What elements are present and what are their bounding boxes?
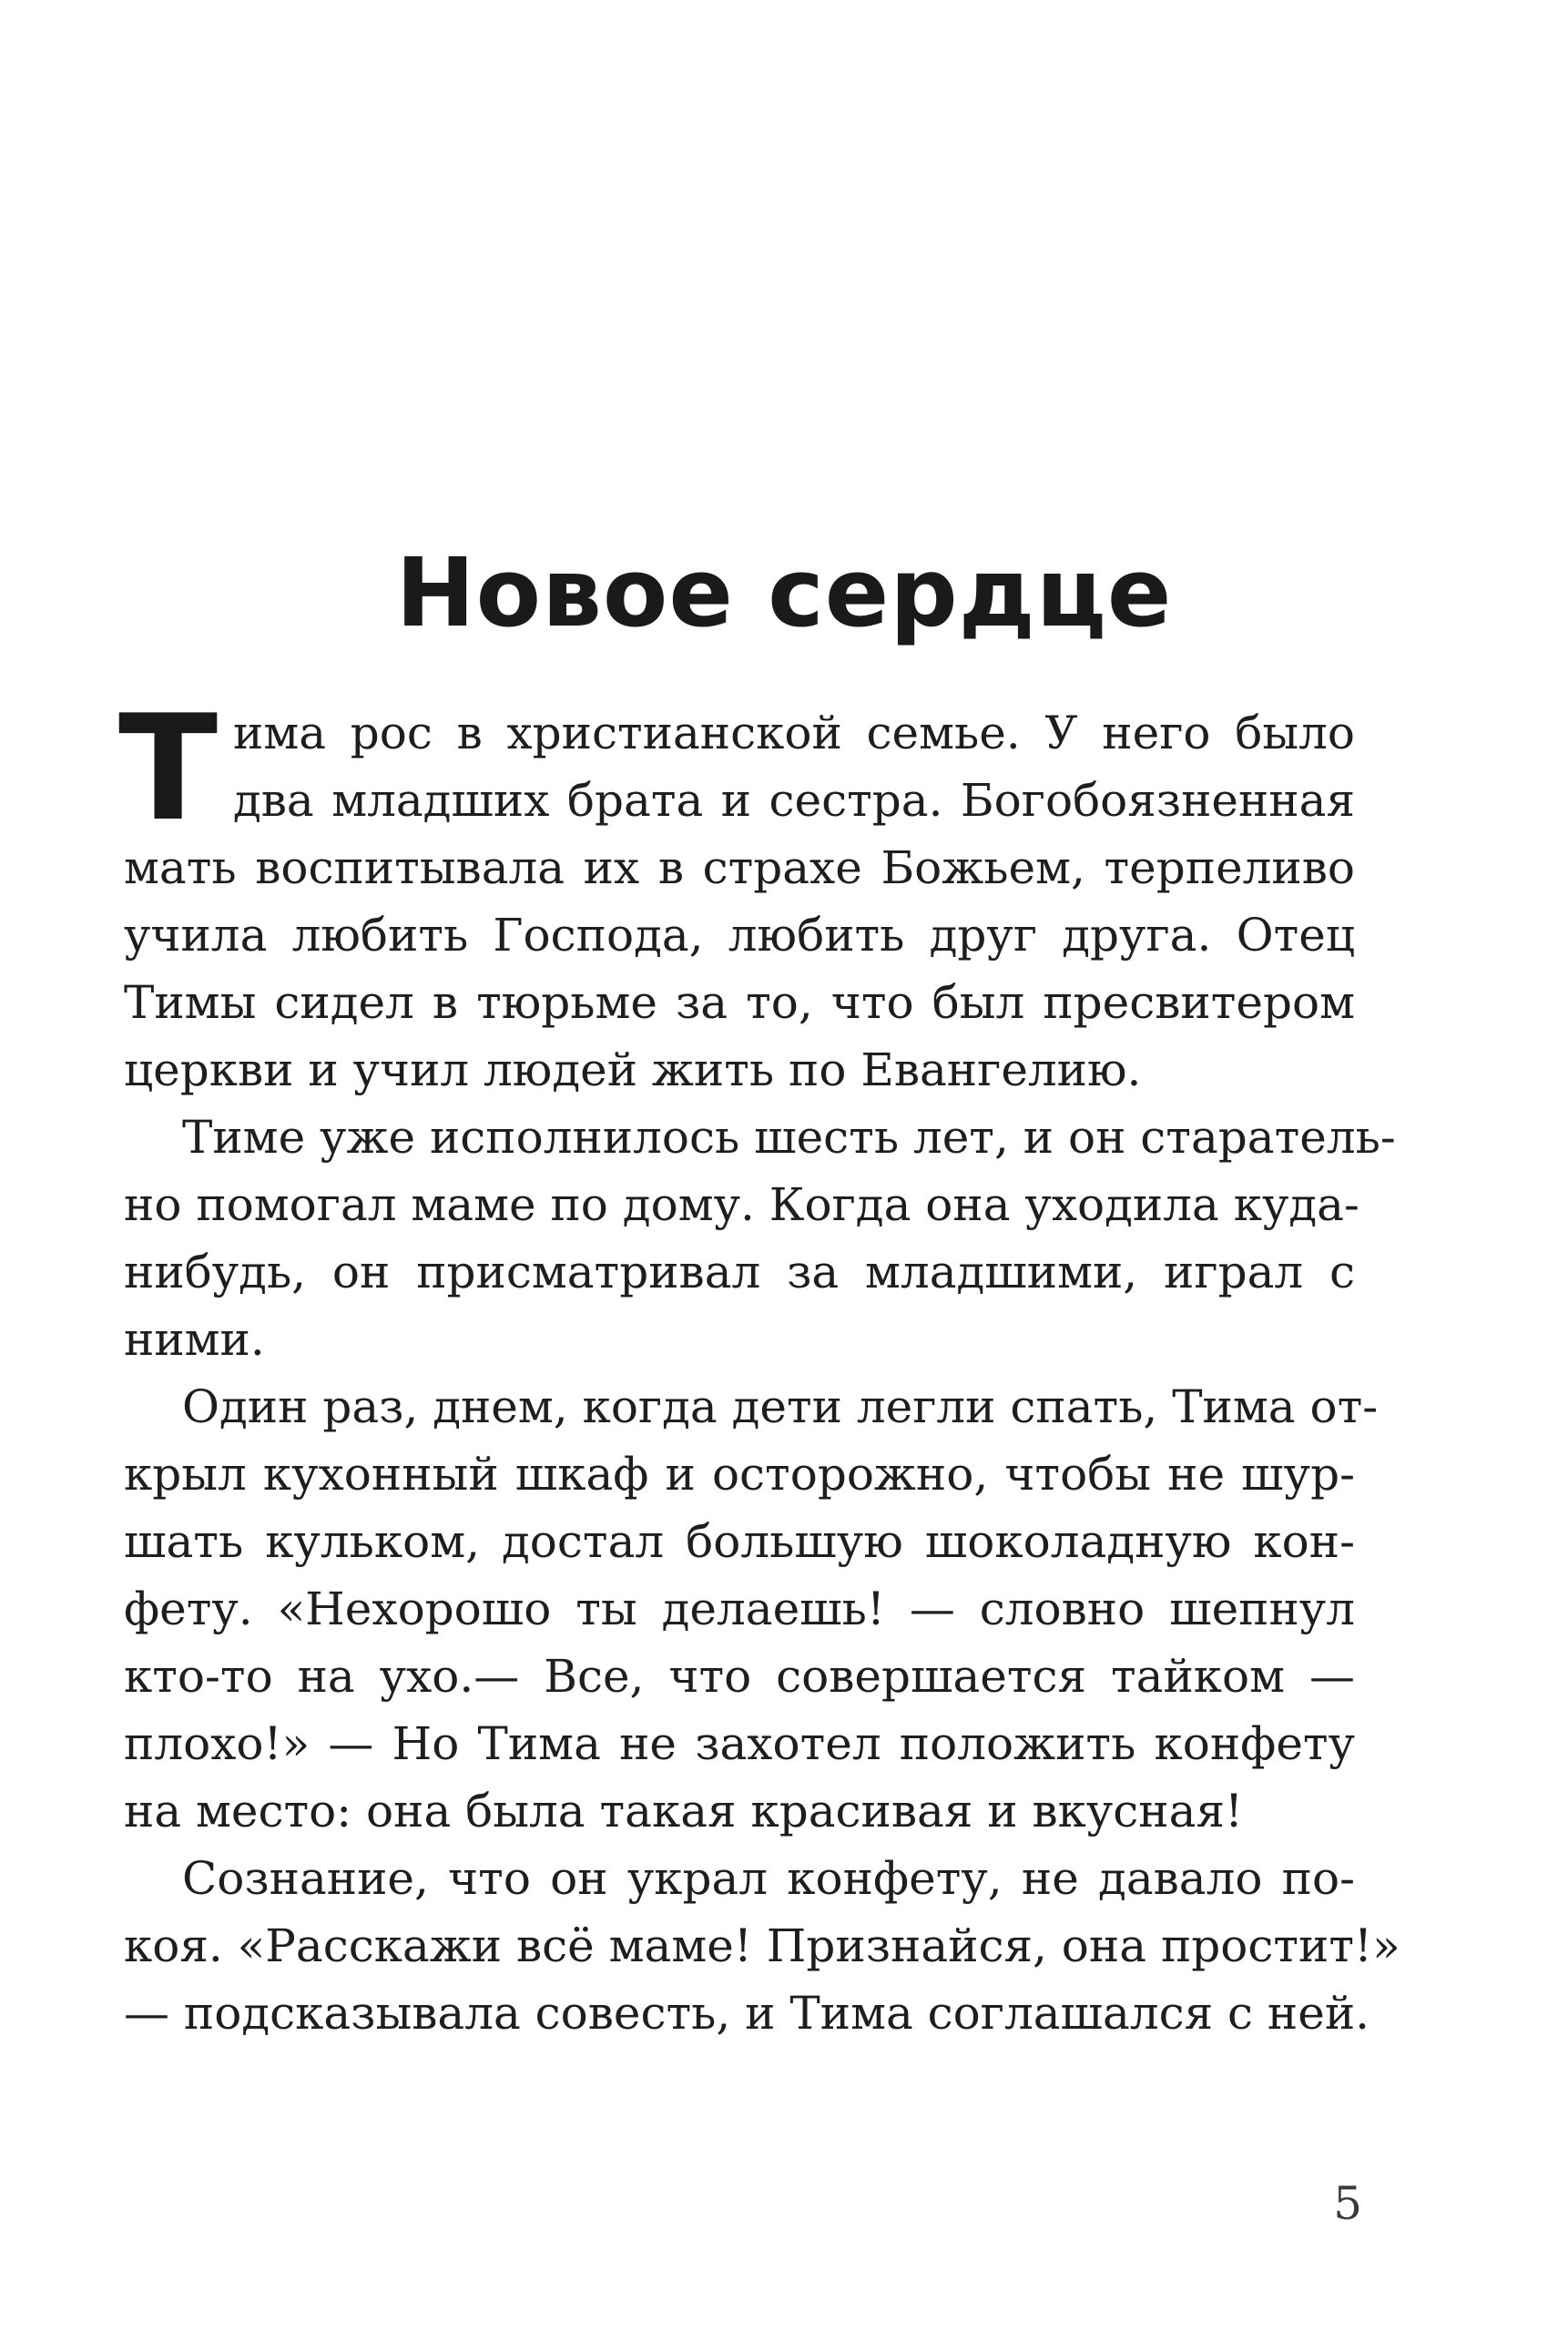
text-line: мать воспитывала их в страхе Божьем, терпеливо	[124, 841, 1355, 894]
text-line: шать кульком, достал большую шоколадную кон-	[124, 1515, 1355, 1568]
text-line: кто-то на ухо.— Все, что совершается тайком —	[124, 1650, 1355, 1703]
page-number: 5	[1333, 2177, 1362, 2230]
text-line: но помогал маме по дому. Когда она уходила куда-	[124, 1178, 1359, 1231]
text-line: коя. «Расскажи всё маме! Признайся, она простит!»	[124, 1919, 1400, 1972]
text-line: Тимы сидел в тюрьме за то, что был пресвитером	[124, 976, 1355, 1029]
drop-cap: Т	[118, 683, 219, 853]
text-line: плохо!» — Но Тима не захотел положить конфету	[124, 1717, 1355, 1770]
text-line: Один раз, днем, когда дети легли спать, Тима от-	[182, 1380, 1379, 1433]
text-line: учила любить Господа, любить друг друга. Отец	[124, 909, 1355, 962]
chapter-title: Новое сердце	[395, 537, 1173, 648]
text-line: церкви и учил людей жить по Евангелию.	[124, 1043, 1142, 1096]
text-line: Т има рос в христианской семье. У него было	[118, 683, 1355, 853]
text-line: Сознание, что он украл конфету, не давало по-	[182, 1852, 1355, 1905]
text-line: фету. «Нехорошо ты делаешь! — словно шепнул	[124, 1583, 1355, 1635]
text-line: — подсказывала совесть, и Тима соглашался с ней.	[124, 1987, 1370, 2040]
text-line: крыл кухонный шкаф и осторожно, чтобы не шур-	[124, 1448, 1355, 1501]
body-text	[118, 683, 1400, 2047]
text-line: ними.	[124, 1313, 265, 1366]
text-line: нибудь, он присматривал за младшими, играл с	[124, 1246, 1355, 1298]
text-line: два младших брата и сестра. Богобоязненная	[233, 774, 1355, 827]
text-line: на место: она была такая красивая и вкусная!	[124, 1785, 1244, 1837]
text-line: Тиме уже исполнилось шесть лет, и он старатель-	[182, 1111, 1396, 1164]
